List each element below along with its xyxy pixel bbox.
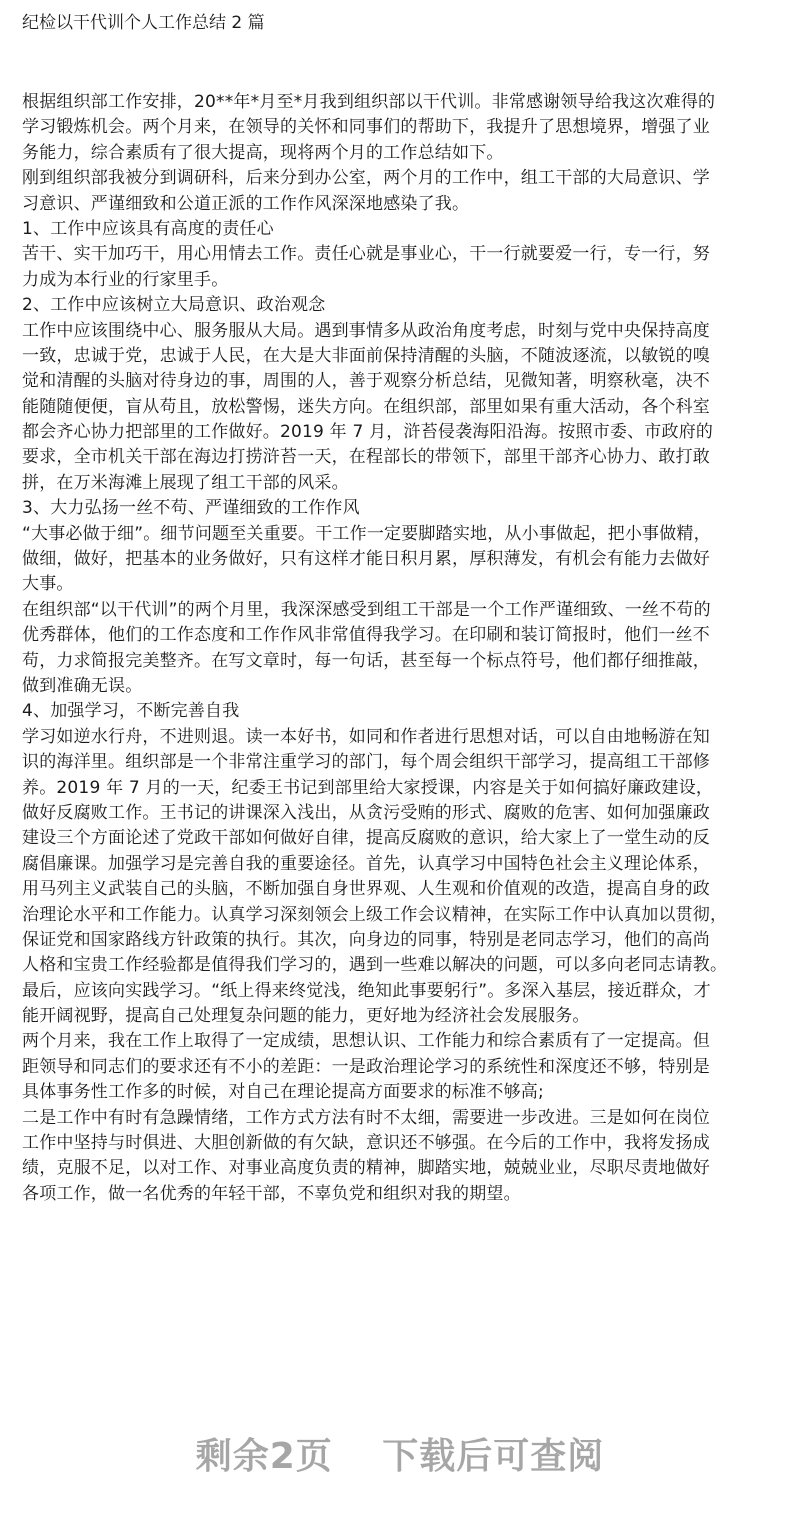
text-line: 养。2019 年 7 月的一天，纪委王书记到部里给大家授课，内容是关于如何搞好廉政建设，	[22, 777, 714, 798]
text-line: 2、工作中应该树立大局意识、政治观念	[22, 295, 326, 316]
text-line: 苟，力求简报完美整齐。在写文章时，每一句话，甚至每一个标点符号，他们都仔细推敲，	[22, 650, 710, 671]
text-line: 建设三个方面论述了党政干部如何做好自律，提高反腐败的意识，给大家上了一堂生动的反	[22, 828, 710, 849]
text-line: 用马列主义武装自己的头脑，不断加强自身世界观、人生观和价值观的改造，提高自身的政	[22, 879, 710, 900]
text-line: 都会齐心协力把部里的工作做好。2019 年 7 月，浒苔侵袭海阳沿海。按照市委、市政府的	[22, 422, 714, 443]
text-line: 两个月来，我在工作上取得了一定成绩，思想认识、工作能力和综合素质有了一定提高。但	[22, 1031, 710, 1052]
text-line: 二是工作中有时有急躁情绪，工作方式方法有时不太细，需要进一步改进。三是如何在岗位	[22, 1107, 710, 1128]
text-line: 一致，忠诚于党，忠诚于人民，在大是大非面前保持清醒的头脑，不随波逐流，以敏锐的嗅	[22, 345, 710, 366]
text-line: 做好反腐败工作。王书记的讲课深入浅出，从贪污受贿的形式、腐败的危害、如何加强廉政	[22, 802, 710, 823]
document-title: 纪检以干代训个人工作总结 2 篇	[22, 13, 265, 33]
text-line: 人格和宝贵工作经验都是值得我们学习的，遇到一些难以解决的问题，可以多向老同志请教。	[22, 955, 728, 976]
text-line: 能随随便便，盲从苟且，放松警惕，迷失方向。在组织部，部里如果有重大活动，各个科室	[22, 396, 710, 417]
download-to-view-label[interactable]: 下载后可查阅	[382, 1436, 605, 1477]
text-line: 腐倡廉课。加强学习是完善自我的重要途径。首先，认真学习中国特色社会主义理论体系，	[22, 853, 710, 874]
text-line: 学习锻炼机会。两个月来，在领导的关怀和同事们的帮助下，我提升了思想境界，增强了业	[22, 117, 710, 138]
download-prompt[interactable]	[0, 1428, 800, 1479]
document-body	[22, 90, 782, 1207]
text-line: 最后，应该向实践学习。“纸上得来终觉浅，绝知此事要躬行”。多深入基层，接近群众，才	[22, 980, 711, 1001]
text-line: 拼，在万米海滩上展现了组工干部的风采。	[22, 472, 349, 493]
text-line: 具体事务性工作多的时候，对自己在理论提高方面要求的标准不够高;	[22, 1082, 544, 1103]
text-line: 保证党和国家路线方针政策的执行。其次，向身边的同事，特别是老同志学习，他们的高尚	[22, 929, 710, 950]
text-line: 工作中坚持与时俱进、大胆创新做的有欠缺，意识还不够强。在今后的工作中，我将发扬成	[22, 1133, 710, 1154]
text-line: 各项工作，做一名优秀的年轻干部，不辜负党和组织对我的期望。	[22, 1183, 521, 1204]
text-line: 做到准确无误。	[22, 675, 143, 696]
text-line: 1、工作中应该具有高度的责任心	[22, 218, 274, 239]
text-line: 工作中应该围绕中心、服务服从大局。遇到事情多从政治角度考虑，时刻与党中央保持高度	[22, 320, 710, 341]
text-line: 优秀群体，他们的工作态度和工作作风非常值得我学习。在印刷和装订简报时，他们一丝不	[22, 625, 710, 646]
text-line: 距领导和同志们的要求还有不小的差距：一是政治理论学习的系统性和深度还不够，特别是	[22, 1056, 710, 1077]
text-line: 3、大力弘扬一丝不苟、严谨细致的工作作风	[22, 498, 360, 519]
text-line: 学习如逆水行舟，不进则退。读一本好书，如同和作者进行思想对话，可以自由地畅游在知	[22, 726, 710, 747]
remaining-pages-label: 剩余2页	[195, 1436, 333, 1477]
text-line: 苦干、实干加巧干，用心用情去工作。责任心就是事业心，干一行就要爱一行，专一行，努	[22, 244, 710, 265]
text-line: 能开阔视野，提高自己处理复杂问题的能力，更好地为经济社会发展服务。	[22, 1006, 590, 1027]
text-line: 根据组织部工作安排，20**年*月至*月我到组织部以干代训。非常感谢领导给我这次难得的	[22, 92, 716, 112]
text-line: 治理论水平和工作能力。认真学习深刻领会上级工作会议精神，在实际工作中认真加以贯彻，	[22, 904, 728, 925]
text-line: 4、加强学习，不断完善自我	[22, 701, 240, 722]
text-line: 识的海洋里。组织部是一个非常注重学习的部门，每个周会组织干部学习，提高组工干部修	[22, 752, 710, 773]
text-line: 做细，做好，把基本的业务做好，只有这样才能日积月累，厚积薄发，有机会有能力去做好	[22, 549, 710, 570]
text-line: 力成为本行业的行家里手。	[22, 269, 229, 290]
text-line: 习意识、严谨细致和公道正派的工作作风深深地感染了我。	[22, 193, 470, 214]
text-line: 大事。	[22, 574, 74, 595]
text-line: 绩，克服不足，以对工作、对事业高度负责的精神，脚踏实地，兢兢业业，尽职尽责地做好	[22, 1158, 710, 1179]
text-line: “大事必做于细”。细节问题至关重要。干工作一定要脚踏实地，从小事做起，把小事做精，	[22, 523, 711, 544]
text-line: 务能力，综合素质有了很大提高，现将两个月的工作总结如下。	[22, 142, 504, 163]
text-line: 要求，全市机关干部在海边打捞浒苔一天，在程部长的带领下，部里干部齐心协力、敢打敢	[22, 447, 710, 468]
text-line: 刚到组织部我被分到调研科，后来分到办公室，两个月的工作中，组工干部的大局意识、学	[22, 168, 710, 189]
text-line: 觉和清醒的头脑对待身边的事，周围的人，善于观察分析总结，见微知著，明察秋毫，决不	[22, 371, 710, 392]
text-line: 在组织部“以干代训”的两个月里，我深深感受到组工干部是一个工作严谨细致、一丝不苟的	[22, 599, 711, 620]
